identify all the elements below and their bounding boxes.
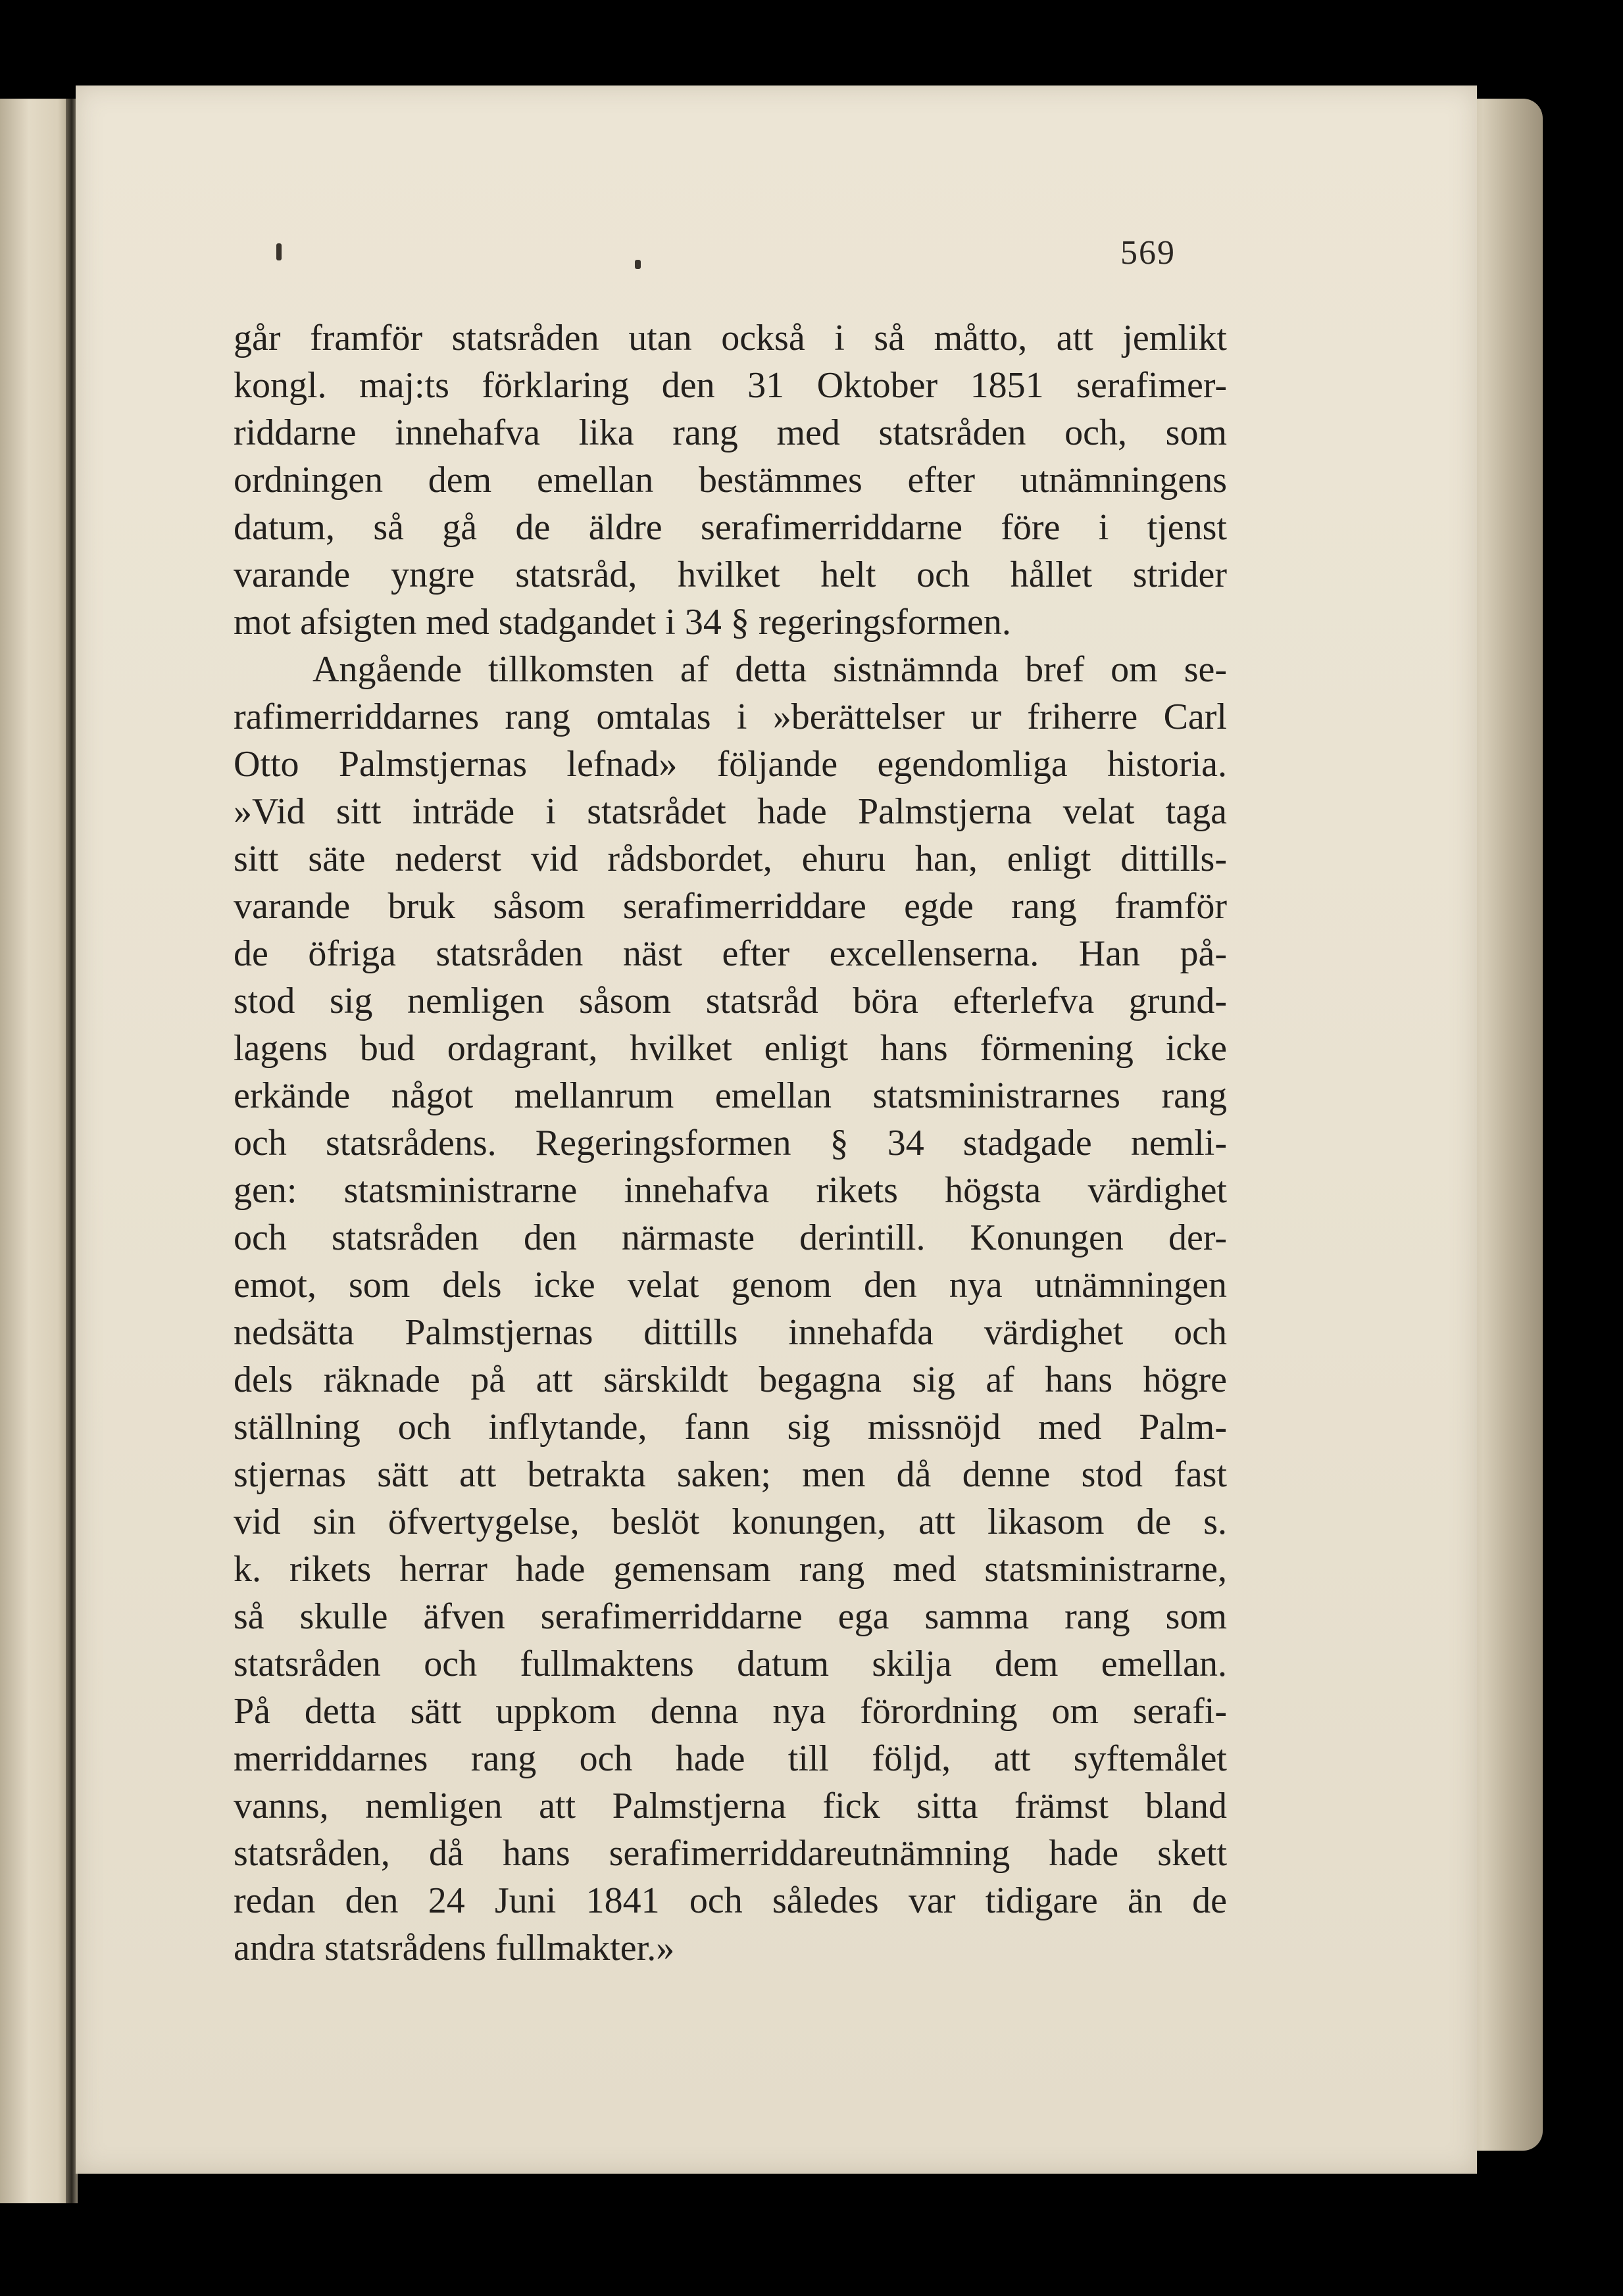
- text-line: datum, så gå de äldre serafimerriddarne före i tjenst: [234, 507, 1227, 548]
- text-line: stjernas sätt att betrakta saken; men då denne stod fast: [234, 1454, 1227, 1495]
- text-line: vid sin öfvertygelse, beslöt konungen, att likasom de s.: [234, 1502, 1227, 1542]
- ink-speck: [635, 260, 641, 269]
- text-line: vanns, nemligen att Palmstjerna fick sitta främst bland: [234, 1786, 1227, 1826]
- text-line: Otto Palmstjernas lefnad» följande egendomliga historia.: [234, 744, 1227, 785]
- text-line: statsråden och fullmaktens datum skilja dem emellan.: [234, 1644, 1227, 1684]
- body-text: [234, 314, 1227, 1972]
- text-line: riddarne innehafva lika rang med statsråden och, som: [234, 412, 1227, 453]
- text-line: ställning och inflytande, fann sig missnöjd med Palm-: [234, 1407, 1227, 1448]
- text-line: dels räknade på att särskildt begagna sig af hans högre: [234, 1359, 1227, 1400]
- text-line: redan den 24 Juni 1841 och således var tidigare än de: [234, 1880, 1227, 1921]
- text-line: rafimerriddarnes rang omtalas i »berättelser ur friherre Carl: [234, 696, 1227, 737]
- text-line: stod sig nemligen såsom statsråd böra efterlefva grund-: [234, 981, 1227, 1021]
- text-line: statsråden, då hans serafimerriddareutnämning hade skett: [234, 1833, 1227, 1874]
- ink-speck: [276, 243, 282, 260]
- text-line: lagens bud ordagrant, hvilket enligt hans förmening icke: [234, 1028, 1227, 1069]
- text-line: Angående tillkomsten af detta sistnämnda bref om se-: [312, 649, 1227, 690]
- text-line: sitt säte nederst vid rådsbordet, ehuru han, enligt dittills-: [234, 839, 1227, 879]
- text-line: mot afsigten med stadgandet i 34 § regeringsformen.: [234, 602, 1011, 643]
- text-line: varande yngre statsråd, hvilket helt och hållet strider: [234, 554, 1227, 595]
- text-line: På detta sätt uppkom denna nya förordning om serafi-: [234, 1691, 1227, 1732]
- text-line: erkände något mellanrum emellan statsministrarnes rang: [234, 1075, 1227, 1116]
- text-line: de öfriga statsråden näst efter excellenserna. Han på-: [234, 933, 1227, 974]
- text-line: k. rikets herrar hade gemensam rang med statsministrarne,: [234, 1549, 1227, 1590]
- text-line: andra statsrådens fullmakter.»: [234, 1928, 675, 1968]
- text-line: går framför statsråden utan också i så måtto, att jemlikt: [234, 318, 1227, 358]
- text-line: emot, som dels icke velat genom den nya utnämningen: [234, 1265, 1227, 1306]
- text-line: »Vid sitt inträde i statsrådet hade Palmstjerna velat taga: [234, 791, 1227, 832]
- text-line: varande bruk såsom serafimerriddare egde rang framför: [234, 886, 1227, 927]
- left-page-edge: [0, 99, 72, 2203]
- text-line: och statsrådens. Regeringsformen § 34 stadgade nemli-: [234, 1123, 1227, 1163]
- text-line: och statsråden den närmaste derintill. Konungen der-: [234, 1217, 1227, 1258]
- page-number: 569: [1120, 234, 1176, 272]
- text-line: merriddarnes rang och hade till följd, att syftemålet: [234, 1738, 1227, 1779]
- text-line: kongl. maj:ts förklaring den 31 Oktober 1851 serafimer-: [234, 365, 1227, 406]
- text-line: så skulle äfven serafimerriddarne ega samma rang som: [234, 1596, 1227, 1637]
- text-line: gen: statsministrarne innehafva rikets högsta värdighet: [234, 1170, 1227, 1211]
- text-line: nedsätta Palmstjernas dittills innehafda värdighet och: [234, 1312, 1227, 1353]
- text-line: ordningen dem emellan bestämmes efter utnämningens: [234, 460, 1227, 501]
